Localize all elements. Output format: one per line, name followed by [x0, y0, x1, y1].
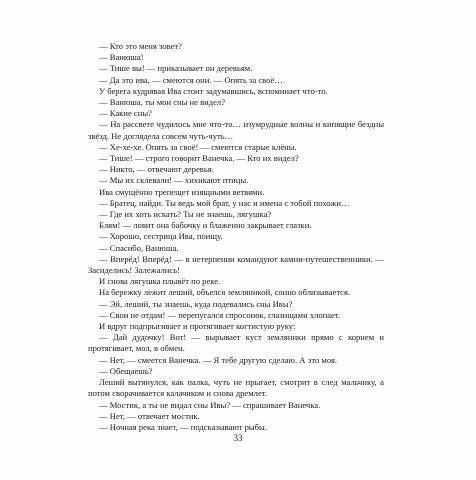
- paragraph-12: — Мы их склевали! — хихикают птицы.: [99, 175, 249, 186]
- paragraph-8: — На рассвете чудилось мне что-то… изумрудные волны и кипящие бездны звёзд. Не доглядела совсем чуть-чуть…: [88, 119, 384, 141]
- paragraph-1: — Кто это меня зовет?: [99, 41, 182, 51]
- paragraph-27: — Обещаешь?: [99, 365, 153, 376]
- story-text: [88, 41, 384, 433]
- paragraph-18: — Спасибо, Ванюша.: [99, 242, 179, 253]
- paragraph-16: Блям! — ловит она бабочку и блаженно закрывает глазки.: [99, 220, 312, 231]
- paragraph-10: — Тише! — строго говорит Ванечка. — Кто их видел?: [99, 153, 299, 164]
- paragraph-28: Леший вытянулся, как палка, чуть не прыгает, смотрит в след мальчику, а потом сворачивается калачиком и снова дремлет.: [88, 377, 384, 399]
- paragraph-6: — Ванюша, ты мои сны не видел?: [99, 97, 226, 108]
- paragraph-14: — Братец, найди. Ты ведь мой брат, у нас и имена с тобой похожи…: [99, 197, 350, 208]
- paragraph-9: — Хе-хе-хе. Опять за своё! — смеются старые клёны.: [99, 141, 297, 152]
- paragraph-17: — Хорошо, сестрица Ива, поищу.: [99, 231, 223, 242]
- page-number: 33: [233, 433, 243, 443]
- paragraph-24: И вдруг подпрыгивает и протягивает когтистую руку:: [99, 321, 296, 332]
- paragraph-11: — Никто, — отвечают деревья.: [99, 164, 214, 175]
- paragraph-23: — Свои не отдам! — перепугался спросонок, глазищами хлопает.: [99, 309, 341, 320]
- paragraph-31: — Ночная река знает, — подсказывают рыбы.: [99, 421, 267, 432]
- paragraph-13: Ива смущённо трепещет изящными ветвями.: [99, 186, 265, 197]
- paragraph-21: На бережку лежит леший, объелся земляникой, сонно облизывается.: [99, 287, 351, 298]
- paragraph-19: — Вперёд! Вперёд! — в нетерпении командуют камни-путешественники. — Засиделись! Залежались!: [88, 253, 384, 276]
- paragraph-30: — Нет, — отвечает мостик.: [99, 410, 200, 421]
- paragraph-22: — Эй, леший, ты знаешь, куда подевались сны Ивы?: [99, 298, 293, 309]
- paragraph-4: — Да это ива, — смеются они. — Опять за своё…: [99, 74, 283, 85]
- paragraph-7: — Какие сны?: [99, 108, 152, 119]
- paragraph-26: — Нет, — смеется Ванечка. — Я тебе другую сделаю. А это моя.: [99, 354, 338, 365]
- paragraph-25: — Дай дудочку! Вот! — вырывает куст земляники прямо с корнем и протягивает, мол, в обмен.: [88, 332, 384, 354]
- paragraph-2: — Ванюша!: [99, 52, 144, 63]
- paragraph-3: — Тише вы! — приказывает он деревьям.: [99, 63, 253, 74]
- paragraph-5: У берега кудрявая Ива стоит задумавшись, вспоминает что-то.: [99, 85, 328, 96]
- paragraph-15: — Где их хоть искать? Ты не знаешь, лягушка?: [99, 209, 272, 220]
- paragraph-20: И снова лягушка плывёт по реке.: [99, 276, 221, 287]
- paragraph-29: — Мостик, а ты не видал сны Ивы? — спрашивает Ванечка.: [99, 399, 321, 410]
